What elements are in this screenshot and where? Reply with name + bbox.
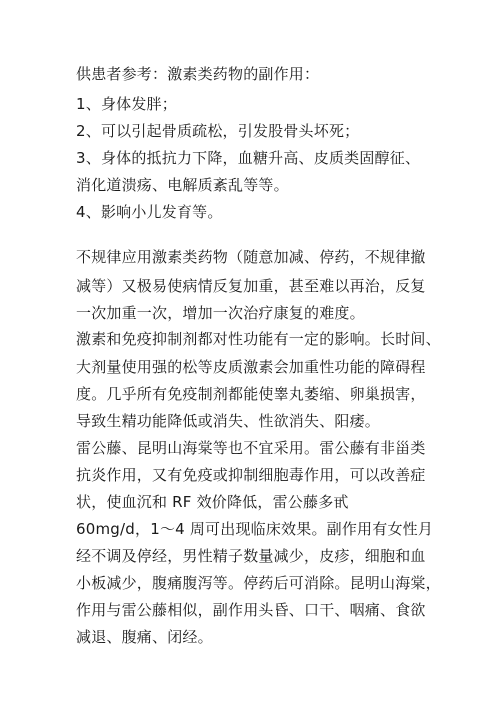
paragraph-line: 状，使血沉和 RF 效价降低，雷公藤多甙 — [76, 493, 349, 511]
paragraph-line: 经不调及停经，男性精子数量减少，皮疹，细胞和血 — [76, 547, 426, 565]
paragraph-line: 一次加重一次，增加一次治疗康复的难度。 — [76, 304, 365, 322]
paragraph-line: 60mg/d，1～4 周可出现临床效果。副作用有女性月 — [76, 520, 434, 538]
paragraph-line: 小板减少，腹痛腹泻等。停药后可消除。昆明山海棠， — [76, 574, 441, 592]
paragraph-line: 不规律应用激素类药物（随意加减、停药，不规律撤 — [76, 248, 426, 266]
paragraph-line: 作用与雷公藤相似，副作用头昏、口干、咽痛、食欲 — [76, 601, 426, 619]
paragraph-line: 减退、腹痛、闭经。 — [76, 628, 213, 646]
paragraph-line: 雷公藤、昆明山海棠等也不宜采用。雷公藤有非甾类 — [76, 439, 426, 457]
list-item-3-continued: 消化道溃疡、电解质紊乱等等。 — [76, 176, 289, 194]
intro-line: 供患者参考：激素类药物的副作用： — [76, 65, 320, 83]
list-item-3: 3、身体的抵抗力下降，血糖升高、皮质类固醇征、 — [76, 149, 421, 167]
paragraph-line: 度。几乎所有免疫制剂都能使睾丸萎缩、卵巢损害， — [76, 385, 426, 403]
list-item-1: 1、身体发胖； — [76, 95, 177, 113]
paragraph-line: 减等）又极易使病情反复加重，甚至难以再治，反复 — [76, 277, 426, 295]
paragraph-line: 大剂量使用强的松等皮质激素会加重性功能的障碍程 — [76, 358, 426, 376]
paragraph-line: 激素和免疫抑制剂都对性功能有一定的影响。长时间、 — [76, 330, 441, 348]
list-item-4: 4、影响小儿发育等。 — [76, 203, 223, 221]
paragraph-line: 导致生精功能降低或消失、性欲消失、阳痿。 — [76, 412, 381, 430]
list-item-2: 2、可以引起骨质疏松，引发股骨头坏死； — [76, 122, 360, 140]
paragraph-line: 抗炎作用，又有免疫或抑制细胞毒作用，可以改善症 — [76, 466, 426, 484]
